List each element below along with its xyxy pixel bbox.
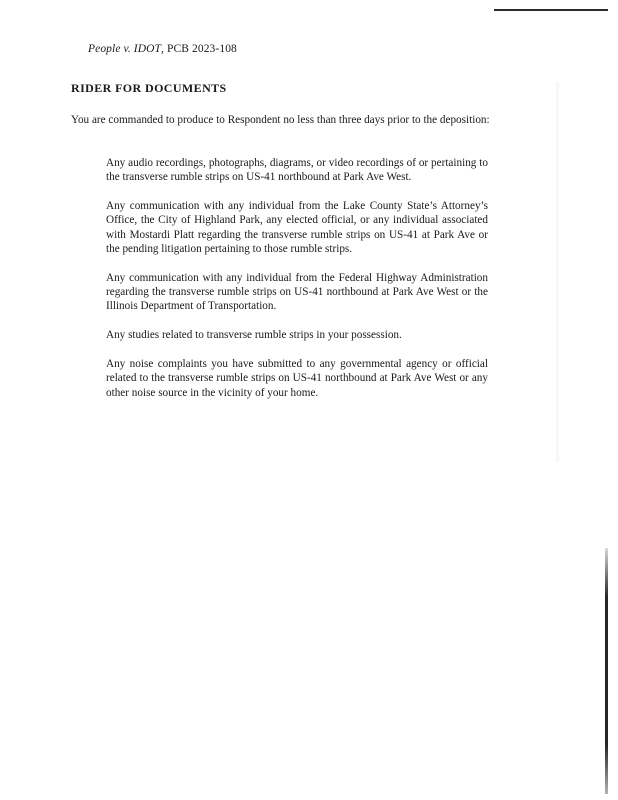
- case-number: , PCB 2023-108: [161, 43, 237, 55]
- request-item-studies: Any studies related to transverse rumble strips in your possession.: [106, 329, 402, 342]
- case-caption: [88, 43, 237, 55]
- request-item-noise-complaints: Any noise complaints you have submitted to any governmental agency or official related to the transverse rumble strips on US-41 northbound at Park Ave West or any other noise source in the vicinity of your home.: [106, 357, 488, 399]
- case-name: People v. IDOT: [88, 43, 162, 55]
- scan-rule-line: [494, 9, 608, 11]
- scan-shadow: [556, 82, 559, 462]
- request-item-state-attorney-communications: Any communication with any individual from the Lake County State’s Attorney’s Office, the City of Highland Park, any elected official, or any individual associated with Mostardi Platt regarding the transverse rumble strips on US-41 at Park Ave or the pending litigation pertaining to those rumble strips.: [106, 200, 488, 255]
- document-request-list: [106, 156, 488, 414]
- scan-edge-line: [605, 548, 608, 794]
- request-item-audio-recordings: Any audio recordings, photographs, diagrams, or video recordings of or pertaining to the transverse rumble strips on US-41 northbound at Park Ave West.: [106, 157, 488, 184]
- rider-heading: RIDER FOR DOCUMENTS: [71, 81, 227, 95]
- request-item-fhwa-communications: Any communication with any individual from the Federal Highway Administration regarding the transverse rumble strips on US-41 northbound at Park Ave West or the Illinois Department of Transportation.: [106, 271, 488, 313]
- intro-paragraph: You are commanded to produce to Respondent no less than three days prior to the deposition:: [71, 114, 490, 126]
